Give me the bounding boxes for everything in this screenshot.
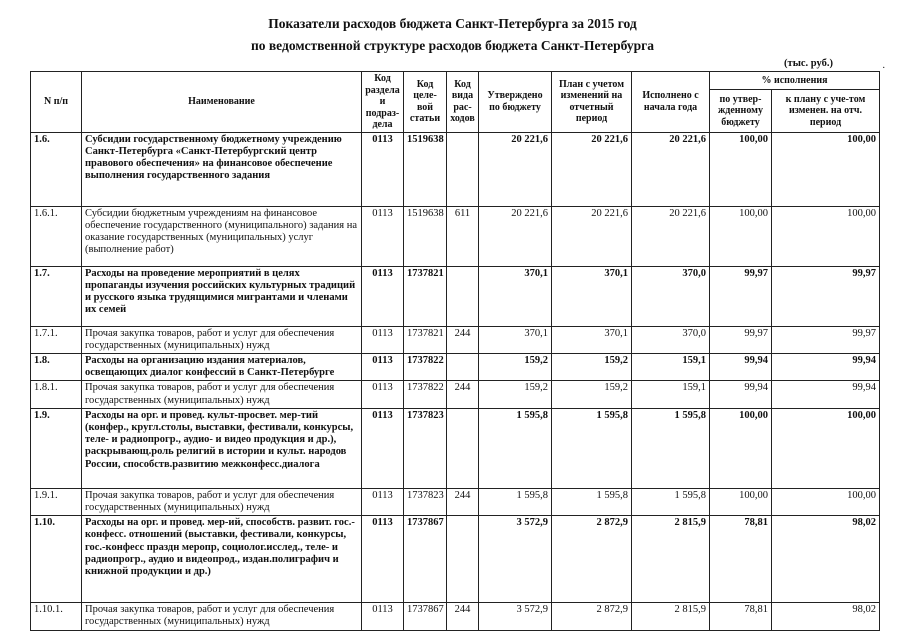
table-row <box>31 408 880 488</box>
cell-approved: 370,1 <box>479 326 552 353</box>
cell-percent-plan: 100,00 <box>772 206 880 266</box>
cell-executed: 1 595,8 <box>632 488 710 515</box>
cell-approved: 20 221,6 <box>479 132 552 206</box>
cell-num: 1.10.1. <box>31 603 82 630</box>
document-title-line-1: Показатели расходов бюджета Санкт-Петербурга за 2015 год <box>268 16 637 31</box>
cell-num: 1.7. <box>31 266 82 326</box>
budget-table <box>30 71 880 631</box>
cell-statya: 1737867 <box>404 516 447 603</box>
cell-approved: 370,1 <box>479 266 552 326</box>
cell-name: Прочая закупка товаров, работ и услуг для обеспечения государственных (муниципальных) нужд <box>82 381 362 408</box>
cell-razdel: 0113 <box>362 603 404 630</box>
header-vid: Код вида рас-ходов <box>447 72 479 133</box>
cell-name: Расходы на орг. и провед. мер-ий, способств. развит. гос.-конфесс. отношений (выставки, фестивали, конкурсы, гос.-конфесс праздн меропр, социолог.исслед., теле- и радиопрогр., аудио и видеопрод., издан.полиграфич и книжной продукции и др.) <box>82 516 362 603</box>
cell-plan: 20 221,6 <box>552 206 632 266</box>
cell-statya: 1519638 <box>404 206 447 266</box>
cell-executed: 2 815,9 <box>632 516 710 603</box>
cell-statya: 1737821 <box>404 326 447 353</box>
cell-percent-plan: 100,00 <box>772 132 880 206</box>
cell-num: 1.10. <box>31 516 82 603</box>
cell-plan: 159,2 <box>552 381 632 408</box>
cell-approved: 1 595,8 <box>479 408 552 488</box>
cell-num: 1.9.1. <box>31 488 82 515</box>
cell-razdel: 0113 <box>362 353 404 380</box>
cell-percent-plan: 99,97 <box>772 266 880 326</box>
table-row <box>31 603 880 630</box>
cell-percent-budget: 78,81 <box>710 603 772 630</box>
header-percent-plan: к плану с уче-том изменен. на отч. период <box>772 90 880 132</box>
header-razdel: Код раздела и подраз-дела <box>362 72 404 133</box>
cell-razdel: 0113 <box>362 381 404 408</box>
cell-name: Расходы на проведение мероприятий в целях пропаганды изучения российских культурных традиций и русского языка трудящимися мигрантами и членами их семей <box>82 266 362 326</box>
table-row <box>31 132 880 206</box>
cell-percent-budget: 100,00 <box>710 206 772 266</box>
cell-percent-plan: 99,94 <box>772 353 880 380</box>
header-percent-group: % исполнения <box>710 72 880 90</box>
cell-razdel: 0113 <box>362 132 404 206</box>
cell-executed: 2 815,9 <box>632 603 710 630</box>
cell-statya: 1519638 <box>404 132 447 206</box>
cell-vid <box>447 266 479 326</box>
cell-vid: 244 <box>447 488 479 515</box>
table-row <box>31 326 880 353</box>
cell-name: Субсидии бюджетным учреждениям на финансовое обеспечение государственного (муниципального) задания на оказание государственных (муниципальных) услуг (выполнение работ) <box>82 206 362 266</box>
cell-vid <box>447 408 479 488</box>
header-num: N п/п <box>31 72 82 133</box>
cell-name: Расходы на орг. и провед. культ-просвет. мер-тий (конфер., кругл.столы, выставки, фестивали, конкурсы, теле- и радиопрогр., аудио- и видео продукция и др.), раскрывающ.роль религий в истории и культ. народов России, способств.развитию межконфесс.диалога <box>82 408 362 488</box>
cell-percent-plan: 100,00 <box>772 488 880 515</box>
cell-vid: 244 <box>447 381 479 408</box>
cell-razdel: 0113 <box>362 408 404 488</box>
table-row <box>31 206 880 266</box>
cell-percent-plan: 99,94 <box>772 381 880 408</box>
cell-name: Субсидии государственному бюджетному учреждению Санкт-Петербурга «Санкт-Петербургский центр правового обеспечения» на финансовое обеспечение выполнения государственного задания <box>82 132 362 206</box>
cell-name: Расходы на организацию издания материалов, освещающих диалог конфессий в Санкт-Петербурге <box>82 353 362 380</box>
cell-statya: 1737822 <box>404 353 447 380</box>
cell-razdel: 0113 <box>362 326 404 353</box>
cell-vid: 244 <box>447 326 479 353</box>
cell-name: Прочая закупка товаров, работ и услуг для обеспечения государственных (муниципальных) нужд <box>82 603 362 630</box>
header-approved: Утверждено по бюджету <box>479 72 552 133</box>
cell-executed: 20 221,6 <box>632 132 710 206</box>
cell-plan: 370,1 <box>552 326 632 353</box>
cell-executed: 20 221,6 <box>632 206 710 266</box>
cell-num: 1.8.1. <box>31 381 82 408</box>
cell-percent-budget: 99,94 <box>710 381 772 408</box>
cell-percent-plan: 98,02 <box>772 603 880 630</box>
cell-percent-budget: 100,00 <box>710 132 772 206</box>
cell-num: 1.6. <box>31 132 82 206</box>
cell-plan: 1 595,8 <box>552 408 632 488</box>
cell-razdel: 0113 <box>362 516 404 603</box>
cell-plan: 2 872,9 <box>552 603 632 630</box>
cell-percent-budget: 78,81 <box>710 516 772 603</box>
cell-approved: 1 595,8 <box>479 488 552 515</box>
cell-statya: 1737823 <box>404 408 447 488</box>
cell-plan: 20 221,6 <box>552 132 632 206</box>
cell-percent-budget: 99,97 <box>710 326 772 353</box>
table-row <box>31 353 880 380</box>
cell-percent-plan: 98,02 <box>772 516 880 603</box>
cell-razdel: 0113 <box>362 266 404 326</box>
cell-approved: 159,2 <box>479 353 552 380</box>
header-executed: Исполнено с начала года <box>632 72 710 133</box>
cell-plan: 2 872,9 <box>552 516 632 603</box>
cell-approved: 3 572,9 <box>479 516 552 603</box>
cell-razdel: 0113 <box>362 488 404 515</box>
cell-percent-budget: 99,97 <box>710 266 772 326</box>
table-body <box>31 132 880 630</box>
cell-plan: 159,2 <box>552 353 632 380</box>
cell-num: 1.6.1. <box>31 206 82 266</box>
cell-percent-budget: 99,94 <box>710 353 772 380</box>
cell-vid <box>447 353 479 380</box>
cell-percent-plan: 100,00 <box>772 408 880 488</box>
cell-plan: 370,1 <box>552 266 632 326</box>
cell-approved: 20 221,6 <box>479 206 552 266</box>
cell-name: Прочая закупка товаров, работ и услуг для обеспечения государственных (муниципальных) нужд <box>82 326 362 353</box>
header-percent-budget: по утвер-жденному бюджету <box>710 90 772 132</box>
cell-plan: 1 595,8 <box>552 488 632 515</box>
cell-vid <box>447 132 479 206</box>
table-row <box>31 266 880 326</box>
cell-statya: 1737867 <box>404 603 447 630</box>
header-name: Наименование <box>82 72 362 133</box>
table-row <box>31 516 880 603</box>
cell-percent-budget: 100,00 <box>710 408 772 488</box>
cell-num: 1.9. <box>31 408 82 488</box>
header-plan: План с учетом изменений на отчетный период <box>552 72 632 133</box>
cell-vid <box>447 516 479 603</box>
cell-percent-plan: 99,97 <box>772 326 880 353</box>
cell-approved: 3 572,9 <box>479 603 552 630</box>
header-statya: Код целе-вой статьи <box>404 72 447 133</box>
cell-percent-budget: 100,00 <box>710 488 772 515</box>
units-label: (тыс. руб.) <box>784 58 833 69</box>
cell-name: Прочая закупка товаров, работ и услуг для обеспечения государственных (муниципальных) нужд <box>82 488 362 515</box>
cell-statya: 1737822 <box>404 381 447 408</box>
scan-mark: . <box>882 60 885 71</box>
cell-executed: 370,0 <box>632 326 710 353</box>
cell-num: 1.7.1. <box>31 326 82 353</box>
document-title-line-2: по ведомственной структуре расходов бюджета Санкт-Петербурга <box>250 38 655 53</box>
cell-executed: 1 595,8 <box>632 408 710 488</box>
cell-approved: 159,2 <box>479 381 552 408</box>
cell-statya: 1737823 <box>404 488 447 515</box>
cell-num: 1.8. <box>31 353 82 380</box>
table-row <box>31 381 880 408</box>
cell-executed: 159,1 <box>632 353 710 380</box>
cell-statya: 1737821 <box>404 266 447 326</box>
cell-vid: 611 <box>447 206 479 266</box>
table-row <box>31 488 880 515</box>
cell-vid: 244 <box>447 603 479 630</box>
cell-executed: 370,0 <box>632 266 710 326</box>
cell-executed: 159,1 <box>632 381 710 408</box>
cell-razdel: 0113 <box>362 206 404 266</box>
